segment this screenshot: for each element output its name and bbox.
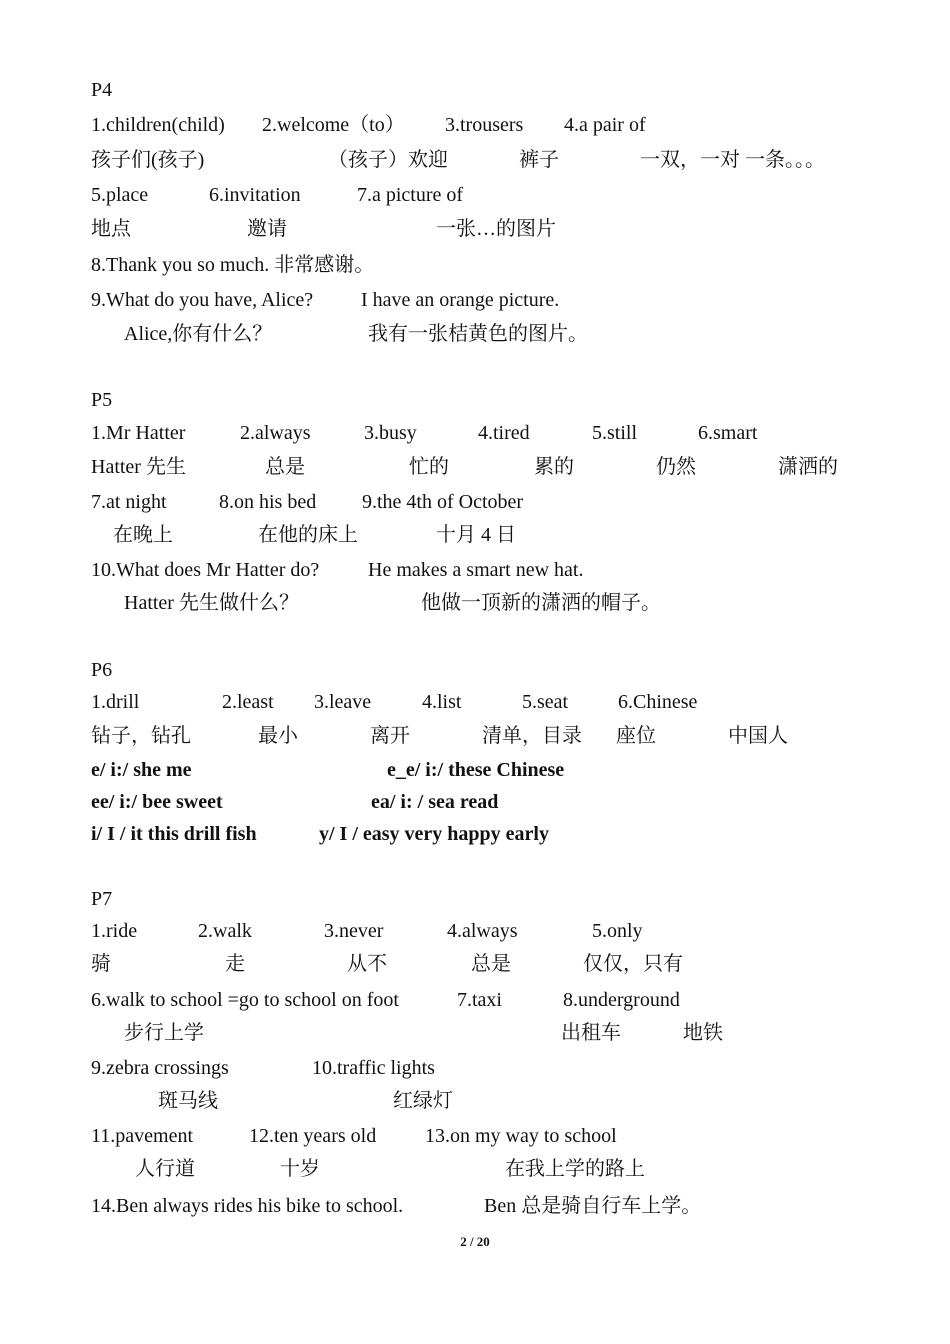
question-cn: Hatter 先生做什么？ bbox=[124, 592, 299, 614]
vocab-en: 1.drill bbox=[91, 691, 140, 713]
sentence-en: 14.Ben always rides his bike to school. bbox=[91, 1195, 404, 1217]
vocab-en: 4.tired bbox=[478, 422, 530, 444]
vocab-en: 8.on his bed bbox=[219, 491, 317, 513]
vocab-cn: 孩子们(孩子) bbox=[91, 149, 205, 171]
section-heading-p7: P7 bbox=[91, 888, 113, 910]
answer-cn: 我有一张桔黄色的图片。 bbox=[368, 323, 588, 345]
vocab-en: 4.list bbox=[422, 691, 462, 713]
sentence-line: 8.Thank you so much. 非常感谢。 bbox=[91, 254, 375, 276]
sentence-cn: Ben 总是骑自行车上学。 bbox=[484, 1195, 702, 1217]
vocab-cn: 十月 4 日 bbox=[436, 524, 516, 546]
vocab-cn: 中国人 bbox=[728, 725, 788, 747]
vocab-cn: 钻子，钻孔 bbox=[91, 725, 191, 747]
vocab-en: 3.trousers bbox=[445, 114, 524, 136]
vocab-cn: 人行道 bbox=[135, 1158, 195, 1180]
phonics-line: ee/ i:/ bee sweet bbox=[91, 791, 223, 813]
vocab-cn: 离开 bbox=[370, 725, 410, 747]
vocab-cn: 座位 bbox=[616, 725, 656, 747]
vocab-en: 6.invitation bbox=[209, 184, 301, 206]
vocab-en: 6.smart bbox=[698, 422, 758, 444]
vocab-en: 3.never bbox=[324, 920, 384, 942]
vocab-en: 4.a pair of bbox=[564, 114, 646, 136]
vocab-cn: 累的 bbox=[534, 456, 574, 478]
vocab-cn: 红绿灯 bbox=[393, 1090, 453, 1112]
vocab-en: 1.children(child) bbox=[91, 114, 225, 136]
vocab-en: 12.ten years old bbox=[249, 1125, 377, 1147]
phonics-line: e_e/ i:/ these Chinese bbox=[387, 759, 565, 781]
vocab-en: 6.Chinese bbox=[618, 691, 698, 713]
vocab-cn: 最小 bbox=[258, 725, 298, 747]
vocab-en: 9.zebra crossings bbox=[91, 1057, 229, 1079]
section-heading-p6: P6 bbox=[91, 659, 113, 681]
vocab-cn: 地点 bbox=[91, 218, 131, 240]
answer-en: He makes a smart new hat. bbox=[368, 559, 584, 581]
vocab-cn: 邀请 bbox=[247, 218, 287, 240]
vocab-en: 10.traffic lights bbox=[312, 1057, 435, 1079]
vocab-cn: 十岁 bbox=[280, 1158, 320, 1180]
vocab-en: 7.taxi bbox=[457, 989, 502, 1011]
vocab-en: 2.least bbox=[222, 691, 274, 713]
phonics-line: ea/ i: / sea read bbox=[371, 791, 499, 813]
vocab-cn: 在晚上 bbox=[113, 524, 173, 546]
vocab-cn: 在我上学的路上 bbox=[505, 1158, 645, 1180]
question-cn: Alice,你有什么？ bbox=[124, 323, 273, 345]
vocab-cn: 总是 bbox=[471, 953, 511, 975]
vocab-cn: 仍然 bbox=[656, 456, 696, 478]
vocab-en: 2.welcome（to） bbox=[262, 114, 405, 136]
vocab-cn: 步行上学 bbox=[124, 1022, 204, 1044]
vocab-en: 1.ride bbox=[91, 920, 138, 942]
vocab-cn: 骑 bbox=[91, 953, 111, 975]
question-en: 9.What do you have, Alice? bbox=[91, 289, 314, 311]
vocab-cn: （孩子）欢迎 bbox=[328, 149, 448, 171]
vocab-en: 9.the 4th of October bbox=[362, 491, 524, 513]
vocab-en: 11.pavement bbox=[91, 1125, 194, 1147]
phonics-line: e/ i:/ she me bbox=[91, 759, 192, 781]
page-number: 2 / 20 bbox=[460, 1234, 490, 1249]
phonics-line: i/ I / it this drill fish bbox=[91, 823, 257, 845]
vocab-en: 7.a picture of bbox=[357, 184, 464, 206]
vocab-en: 6.walk to school =go to school on foot bbox=[91, 989, 399, 1011]
vocab-cn: 忙的 bbox=[409, 456, 449, 478]
vocab-en: 5.place bbox=[91, 184, 149, 206]
vocab-cn: Hatter 先生 bbox=[91, 456, 186, 478]
vocab-cn: 清单，目录 bbox=[482, 725, 582, 747]
section-heading-p4: P4 bbox=[91, 79, 113, 101]
vocab-en: 5.only bbox=[592, 920, 643, 942]
vocab-cn: 走 bbox=[225, 953, 245, 975]
vocab-en: 3.leave bbox=[314, 691, 372, 713]
vocab-en: 1.Mr Hatter bbox=[91, 422, 186, 444]
vocab-en: 2.walk bbox=[198, 920, 252, 942]
question-en: 10.What does Mr Hatter do? bbox=[91, 559, 320, 581]
vocab-cn: 地铁 bbox=[683, 1022, 723, 1044]
vocab-en: 13.on my way to school bbox=[425, 1125, 617, 1147]
vocab-en: 7.at night bbox=[91, 491, 167, 513]
vocab-en: 3.busy bbox=[364, 422, 417, 444]
answer-en: I have an orange picture. bbox=[361, 289, 560, 311]
vocab-en: 5.seat bbox=[522, 691, 569, 713]
answer-cn: 他做一顶新的潇洒的帽子。 bbox=[421, 592, 661, 614]
vocab-cn: 一双，一对 一条。。。 bbox=[640, 149, 825, 171]
vocab-cn: 仅仅，只有 bbox=[583, 953, 683, 975]
vocab-cn: 在他的床上 bbox=[258, 524, 358, 546]
vocab-cn: 一张…的图片 bbox=[436, 218, 556, 240]
vocab-en: 4.always bbox=[447, 920, 518, 942]
section-heading-p5: P5 bbox=[91, 389, 113, 411]
vocab-cn: 出租车 bbox=[561, 1022, 621, 1044]
vocab-cn: 潇洒的 bbox=[778, 456, 838, 478]
vocab-cn: 从不 bbox=[347, 953, 387, 975]
phonics-line: y/ I / easy very happy early bbox=[319, 823, 549, 845]
vocab-cn: 裤子 bbox=[519, 149, 559, 171]
vocab-en: 2.always bbox=[240, 422, 311, 444]
vocab-cn: 总是 bbox=[265, 456, 305, 478]
vocab-cn: 斑马线 bbox=[158, 1090, 218, 1112]
vocab-en: 8.underground bbox=[563, 989, 680, 1011]
vocab-en: 5.still bbox=[592, 422, 638, 444]
